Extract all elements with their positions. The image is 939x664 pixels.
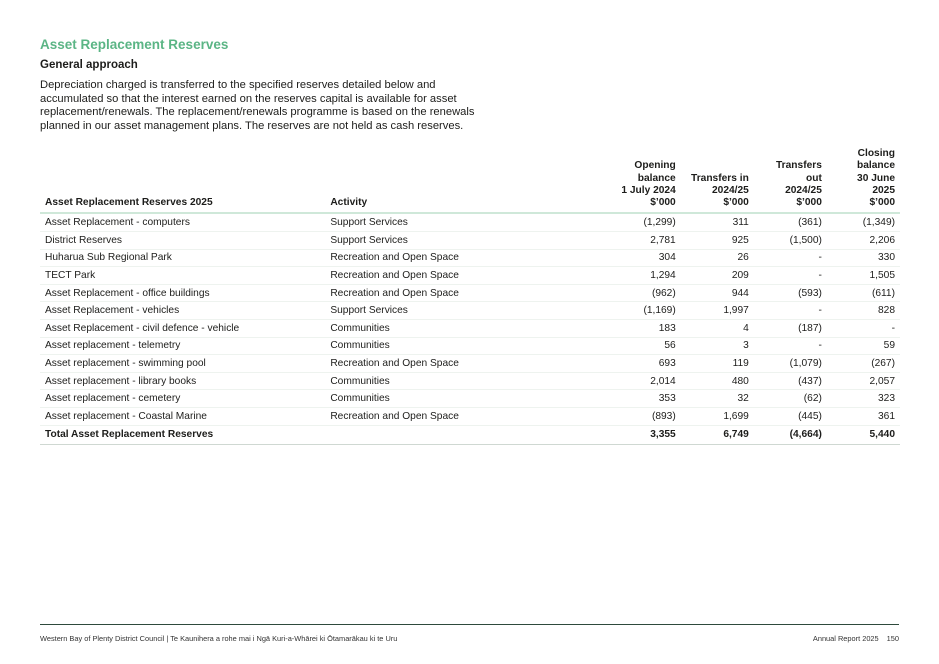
cell-activity: Support Services <box>325 213 585 231</box>
table-header-row <box>40 148 900 213</box>
total-opening: 3,355 <box>586 425 681 444</box>
cell-activity: Recreation and Open Space <box>325 355 585 373</box>
cell-closing-balance: 330 <box>827 249 900 267</box>
cell-closing-balance: (1,349) <box>827 213 900 231</box>
cell-closing-balance: 1,505 <box>827 267 900 285</box>
reserves-table <box>40 148 900 445</box>
header-closing-balance: Closing balance 30 June 2025 $’000 <box>827 148 900 213</box>
cell-transfers-in: 119 <box>681 355 754 373</box>
cell-closing-balance: 361 <box>827 408 900 426</box>
header-transfers-out: Transfers out 2024/25 $’000 <box>754 148 827 213</box>
cell-transfers-in: 4 <box>681 320 754 338</box>
table-row <box>40 249 900 267</box>
cell-opening-balance: (893) <box>586 408 681 426</box>
cell-closing-balance: 2,057 <box>827 372 900 390</box>
cell-opening-balance: 56 <box>586 337 681 355</box>
footer-council-name: Western Bay of Plenty District Council | Te Kaunihera a rohe mai i Ngā Kuri-a-Whārei ki Ōtamarākau ki te Uru <box>40 634 398 643</box>
cell-reserve-name: Asset replacement - library books <box>40 372 325 390</box>
cell-reserve-name: Asset replacement - swimming pool <box>40 355 325 373</box>
cell-reserve-name: Asset Replacement - civil defence - vehicle <box>40 320 325 338</box>
cell-transfers-in: 311 <box>681 213 754 231</box>
table-body <box>40 213 900 425</box>
cell-activity: Communities <box>325 390 585 408</box>
cell-opening-balance: (1,169) <box>586 302 681 320</box>
cell-reserve-name: Asset replacement - telemetry <box>40 337 325 355</box>
cell-transfers-out: (593) <box>754 284 827 302</box>
cell-activity: Recreation and Open Space <box>325 249 585 267</box>
cell-transfers-out: - <box>754 267 827 285</box>
table-row <box>40 267 900 285</box>
total-row <box>40 425 900 444</box>
cell-transfers-in: 925 <box>681 232 754 250</box>
cell-transfers-in: 209 <box>681 267 754 285</box>
cell-reserve-name: TECT Park <box>40 267 325 285</box>
cell-transfers-out: (1,079) <box>754 355 827 373</box>
cell-opening-balance: 693 <box>586 355 681 373</box>
cell-closing-balance: (611) <box>827 284 900 302</box>
cell-transfers-out: - <box>754 302 827 320</box>
cell-transfers-out: (445) <box>754 408 827 426</box>
intro-paragraph: Depreciation charged is transferred to the specified reserves detailed below and accumulated so that the interest earned on the reserves capital is available for asset replacement/renewals. The replacement/renewals programme is based on the renewals planned in our asset management plans. The reserves are not held as cash reserves. <box>40 79 475 132</box>
cell-activity: Recreation and Open Space <box>325 267 585 285</box>
header-transfers-in: Transfers in 2024/25 $’000 <box>681 148 754 213</box>
total-activity <box>325 425 585 444</box>
cell-closing-balance: - <box>827 320 900 338</box>
subsection-title: General approach <box>40 59 138 71</box>
cell-activity: Communities <box>325 337 585 355</box>
footer-page-info <box>803 634 899 643</box>
cell-activity: Communities <box>325 320 585 338</box>
cell-transfers-out: - <box>754 249 827 267</box>
cell-transfers-out: (1,500) <box>754 232 827 250</box>
cell-closing-balance: 828 <box>827 302 900 320</box>
total-closing: 5,440 <box>827 425 900 444</box>
table-row <box>40 390 900 408</box>
cell-reserve-name: Asset replacement - cemetery <box>40 390 325 408</box>
header-activity: Activity <box>325 148 585 213</box>
table-row <box>40 320 900 338</box>
total-transfers-out: (4,664) <box>754 425 827 444</box>
cell-transfers-out: (361) <box>754 213 827 231</box>
cell-opening-balance: 183 <box>586 320 681 338</box>
cell-opening-balance: 1,294 <box>586 267 681 285</box>
cell-transfers-in: 1,699 <box>681 408 754 426</box>
cell-reserve-name: Asset Replacement - computers <box>40 213 325 231</box>
cell-closing-balance: (267) <box>827 355 900 373</box>
table-row <box>40 408 900 426</box>
cell-transfers-out: - <box>754 337 827 355</box>
table-row <box>40 302 900 320</box>
cell-closing-balance: 2,206 <box>827 232 900 250</box>
total-label: Total Asset Replacement Reserves <box>40 425 325 444</box>
cell-reserve-name: District Reserves <box>40 232 325 250</box>
cell-transfers-out: (187) <box>754 320 827 338</box>
cell-closing-balance: 323 <box>827 390 900 408</box>
cell-reserve-name: Huharua Sub Regional Park <box>40 249 325 267</box>
cell-opening-balance: (1,299) <box>586 213 681 231</box>
cell-activity: Support Services <box>325 302 585 320</box>
cell-opening-balance: 2,014 <box>586 372 681 390</box>
cell-activity: Communities <box>325 372 585 390</box>
cell-opening-balance: 2,781 <box>586 232 681 250</box>
cell-activity: Recreation and Open Space <box>325 284 585 302</box>
cell-transfers-in: 944 <box>681 284 754 302</box>
table-row <box>40 232 900 250</box>
section-title: Asset Replacement Reserves <box>40 37 229 52</box>
table-row <box>40 337 900 355</box>
table-row <box>40 355 900 373</box>
cell-transfers-in: 3 <box>681 337 754 355</box>
cell-transfers-in: 480 <box>681 372 754 390</box>
cell-opening-balance: 304 <box>586 249 681 267</box>
header-reserve-name: Asset Replacement Reserves 2025 <box>40 148 325 213</box>
footer-divider <box>40 624 899 625</box>
cell-opening-balance: (962) <box>586 284 681 302</box>
cell-closing-balance: 59 <box>827 337 900 355</box>
table-row <box>40 372 900 390</box>
cell-reserve-name: Asset Replacement - office buildings <box>40 284 325 302</box>
total-transfers-in: 6,749 <box>681 425 754 444</box>
cell-transfers-in: 1,997 <box>681 302 754 320</box>
cell-transfers-in: 32 <box>681 390 754 408</box>
table-row <box>40 213 900 231</box>
page-number: 150 <box>886 634 899 643</box>
header-opening-balance: Opening balance 1 July 2024 $’000 <box>586 148 681 213</box>
cell-transfers-out: (62) <box>754 390 827 408</box>
cell-activity: Support Services <box>325 232 585 250</box>
cell-transfers-in: 26 <box>681 249 754 267</box>
footer-report-title: Annual Report 2025 <box>812 634 879 643</box>
cell-activity: Recreation and Open Space <box>325 408 585 426</box>
cell-reserve-name: Asset replacement - Coastal Marine <box>40 408 325 426</box>
table-row <box>40 284 900 302</box>
cell-transfers-out: (437) <box>754 372 827 390</box>
cell-reserve-name: Asset Replacement - vehicles <box>40 302 325 320</box>
cell-opening-balance: 353 <box>586 390 681 408</box>
